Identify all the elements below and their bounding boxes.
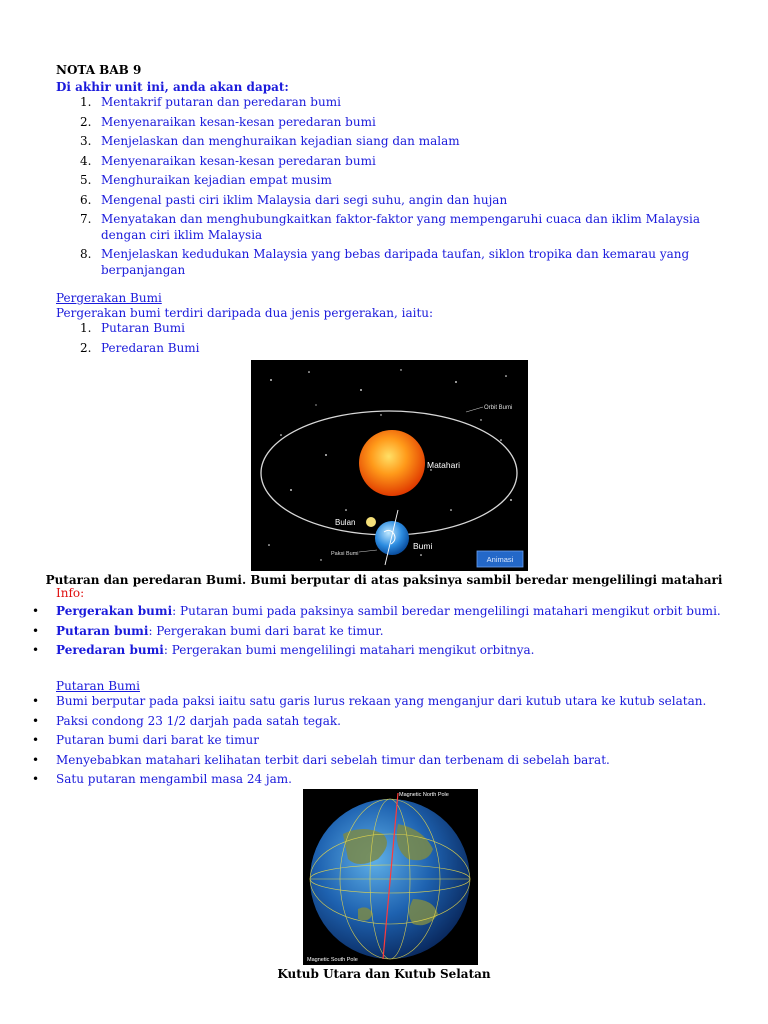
- orbit-diagram-image: [251, 360, 528, 571]
- figure-caption-globe: Kutub Utara dan Kutub Selatan: [277, 967, 491, 981]
- list-item: • Peredaran bumi: Pergerakan bumi mengelilingi matahari mengikut orbitnya.: [32, 643, 535, 658]
- list-item: 4. Menyenaraikan kesan-kesan peredaran bumi: [80, 153, 376, 168]
- list-item: 7. Menyatakan dan menghubungkaitkan faktor-faktor yang mempengaruhi cuaca dan iklim Malaysia dengan ciri iklim Malaysia: [80, 212, 700, 242]
- bullet-icon: •: [32, 623, 40, 638]
- section-heading-putaran: Putaran Bumi: [56, 679, 140, 693]
- list-item: • Putaran bumi dari barat ke timur: [32, 733, 259, 748]
- page-title: NOTA BAB 9: [56, 63, 142, 77]
- animation-button-label: Animasi: [486, 555, 514, 564]
- sun: [359, 430, 425, 496]
- sun-label: Matahari: [427, 460, 461, 470]
- list-item: 8. Menjelaskan kedudukan Malaysia yang bebas daripada taufan, siklon tropika dan kemarau yang berpanjangan: [80, 247, 690, 277]
- section-text: Pergerakan bumi terdiri daripada dua jenis pergerakan, iaitu:: [56, 306, 434, 320]
- list-item: 2. Peredaran Bumi: [80, 340, 200, 355]
- section-heading-pergerakan: Pergerakan Bumi: [56, 291, 162, 305]
- movement-list: [56, 321, 741, 360]
- moon: [366, 517, 376, 527]
- south-pole-label: Magnetic South Pole: [307, 957, 358, 963]
- bullet-icon: •: [32, 733, 40, 748]
- list-item: • Menyebabkan matahari kelihatan terbit dari sebelah timur dan terbenam di sebelah barat.: [32, 752, 610, 767]
- list-item: • Satu putaran mengambil masa 24 jam.: [32, 772, 292, 787]
- bullet-icon: •: [32, 643, 40, 658]
- list-item: 1. Putaran Bumi: [80, 321, 185, 335]
- earth-label: Bumi: [413, 541, 433, 551]
- bullet-icon: •: [32, 604, 40, 618]
- list-item: 6. Mengenal pasti ciri iklim Malaysia dari segi suhu, angin dan hujan: [80, 192, 508, 207]
- list-item: 5. Menghuraikan kejadian empat musim: [80, 173, 332, 187]
- list-item: • Putaran bumi: Pergerakan bumi dari barat ke timur.: [32, 623, 384, 638]
- definitions-list: [30, 604, 721, 663]
- intro-text: Di akhir unit ini, anda akan dapat:: [56, 80, 289, 94]
- axis-label: Paksi Bumi: [331, 551, 359, 557]
- list-item: 1. Mentakrif putaran dan peredaran bumi: [80, 95, 341, 109]
- bullet-icon: •: [32, 772, 40, 787]
- list-item: 3. Menjelaskan dan menghuraikan kejadian siang dan malam: [80, 134, 460, 148]
- list-item: • Paksi condong 23 1/2 darjah pada satah tegak.: [32, 713, 341, 728]
- orbit-label: Orbit Bumi: [484, 405, 513, 411]
- objectives-list: [56, 95, 741, 282]
- list-item: 2. Menyenaraikan kesan-kesan peredaran bumi: [80, 114, 376, 129]
- north-pole-label: Magnetic North Pole: [399, 792, 449, 798]
- bullet-icon: •: [32, 752, 40, 767]
- list-item: • Bumi berputar pada paksi iaitu satu garis lurus rekaan yang menganjur dari kutub utara ke kutub selatan.: [32, 694, 707, 708]
- rotation-facts-list: [30, 694, 706, 792]
- earth: [375, 521, 409, 555]
- moon-label: Bulan: [335, 518, 356, 527]
- animation-button[interactable]: [477, 551, 523, 567]
- bullet-icon: •: [32, 713, 40, 728]
- bullet-icon: •: [32, 694, 40, 708]
- info-label: Info:: [56, 586, 85, 600]
- list-item: • Pergerakan bumi: Putaran bumi pada paksinya sambil beredar mengelilingi matahari mengikut orbit bumi.: [32, 604, 721, 618]
- figure-caption-orbit: Putaran dan peredaran Bumi. Bumi berputar di atas paksinya sambil beredar mengelilingi matahari: [45, 573, 723, 587]
- globe-image: [303, 789, 478, 965]
